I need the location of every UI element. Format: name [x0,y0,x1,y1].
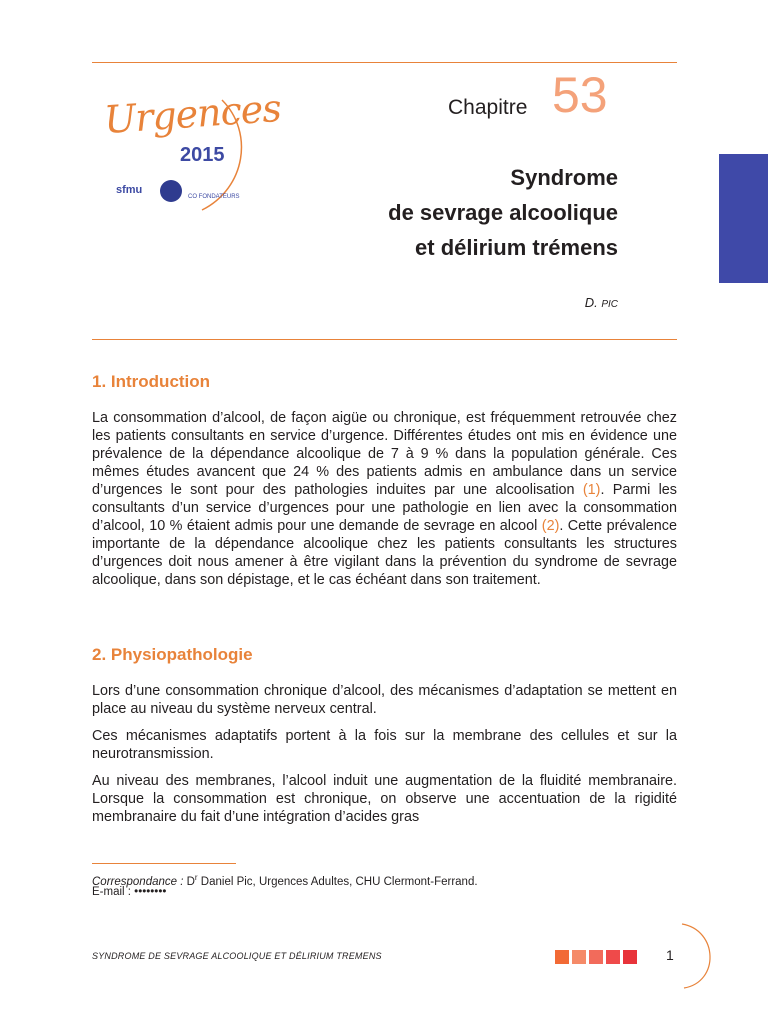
page-number: 1 [666,947,674,963]
co-fondateurs-text: CO FONDATEURS [188,194,240,200]
footer-square [589,950,603,964]
section-heading-physiopathologie: 2. Physiopathologie [92,645,253,664]
footnote-text: Daniel Pic, Urgences Adultes, CHU Clermont-Ferrand. [197,875,478,888]
intro-paragraph [92,409,677,589]
footer-squares [555,950,637,964]
running-title: SYNDROME DE SEVRAGE ALCOOLIQUE ET DÉLIRIUM TREMENS [92,951,382,961]
author-initial: D. [584,295,598,310]
side-tab [719,154,768,283]
logo-script-text: Urgences [102,85,283,143]
sfmu-logo: sfmu [116,184,143,196]
email-footnote [92,885,166,900]
footnote-label: Correspondance : [92,875,184,888]
chapter-number: 53 [552,67,608,123]
chapter-title [388,160,618,265]
seal-icon [160,180,182,202]
text-span: . Parmi les consultants d’un service d’urgences pour une pathologie en lien avec la consommation d’alcool, 10 % étaient admis pour une demande de sevrage en alcool [92,482,677,534]
physio-paragraph: Lors d’une consommation chronique d’alcool, des mécanismes d’adaptation se mettent en place au niveau du système nerveux central. [92,683,677,717]
reference-link[interactable]: (1) [582,482,601,498]
reference-link[interactable]: (2) [541,518,560,534]
physio-paragraph: Au niveau des membranes, l’alcool induit une augmentation de la fluidité membranaire. Lorsque la consommation est chronique, on observe une accentuation de la rigidité membranaire du fait d’une intégration d’acides gras [92,773,677,825]
footnote-title-sup: r [194,873,198,882]
top-rule [92,62,677,63]
email-label: E-mail : [92,886,135,898]
chapter-label: Chapitre [448,96,528,119]
header-bottom-rule [92,339,677,340]
email-value: •••••••• [134,886,167,898]
section-heading-introduction: 1. Introduction [92,372,211,391]
text-span: . Cette prévalence importante de la dépendance alcoolique chez les patients consultants les structures d’urgences doit nous amener à être vigilant dans la prévention du syndrome de sevrage alcoolique, dans son dépistage, et le cas échéant dans son traitement. [92,518,677,588]
title-line: Syndrome [510,165,618,190]
title-line: et délirium trémens [415,235,618,260]
author-name: PIC [601,299,618,310]
footnote-rule [92,863,236,864]
footnote-title: D [183,875,195,888]
title-line: de sevrage alcoolique [388,200,618,225]
logo-year: 2015 [180,144,225,166]
footer-square [555,950,569,964]
author [585,295,618,310]
text-span: La consommation d’alcool, de façon aigüe ou chronique, est fréquemment retrouvée chez les patients consultants en service d’urgence. Différentes études ont mis en évidence une prévalence de la dépendance alcoolique de 7 à 9 % dans la population générale. Ces mêmes études avancent que 24 % des patients admis en ambulance dans un service d’urgences le sont pour des pathologies induites par une alcoolisation [92,410,677,498]
footer-square [572,950,586,964]
physio-paragraph: Ces mécanismes adaptatifs portent à la fois sur la membrane des cellules et sur la neurotransmission. [92,728,677,762]
urgences-2015-logo [102,85,283,216]
footer-square [623,950,637,964]
footer-square [606,950,620,964]
